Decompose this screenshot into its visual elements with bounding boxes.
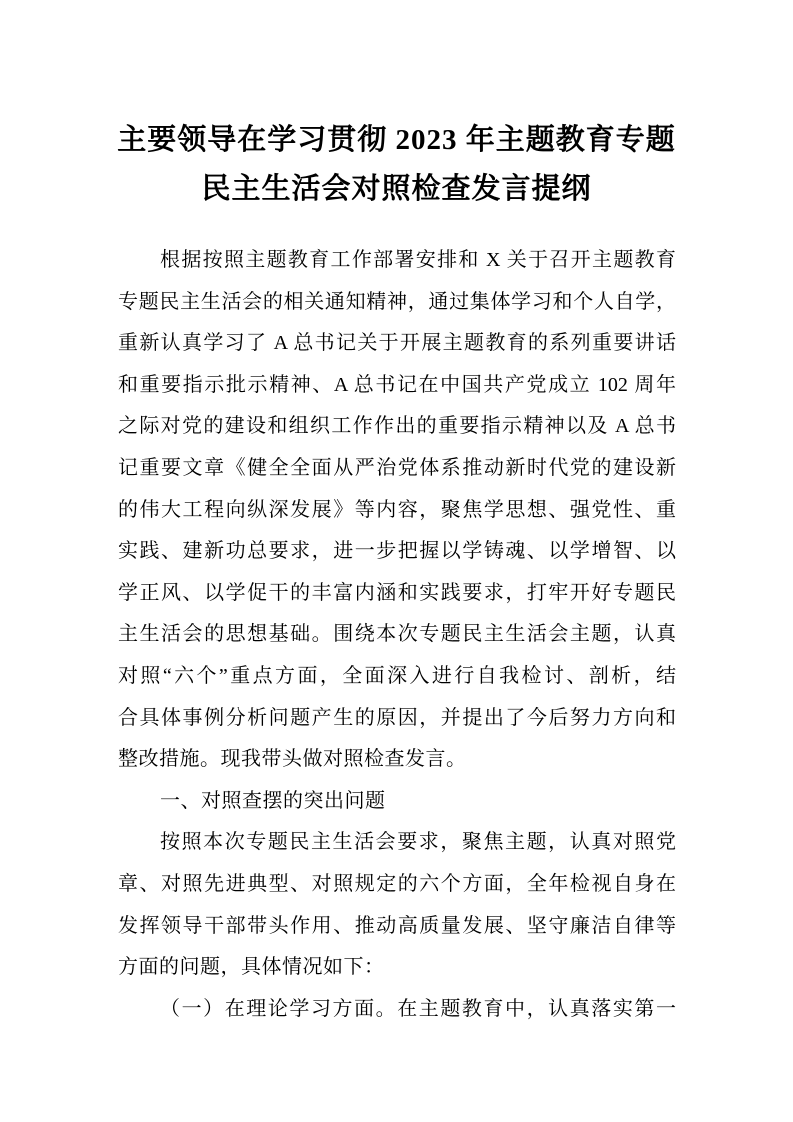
- body-line: 合具体事例分析问题产生的原因，并提出了今后努力方向和: [118, 706, 676, 729]
- body-line: 记重要文章《健全全面从严治党体系推动新时代党的建设新: [118, 456, 676, 479]
- body-line: 实践、建新功总要求，进一步把握以学铸魂、以学增智、以: [118, 540, 676, 563]
- document-body: [118, 240, 676, 1030]
- title-line-2: 民主生活会对照检查发言提纲: [201, 173, 592, 205]
- body-line: 和重要指示批示精神、A 总书记在中国共产党成立 102 周年: [118, 373, 676, 396]
- body-line: 按照本次专题民主生活会要求，聚焦主题，认真对照党: [160, 831, 676, 854]
- body-line: 之际对党的建设和组织工作作出的重要指示精神以及 A 总书: [118, 415, 676, 438]
- document-title: [60, 116, 733, 214]
- body-line: 章、对照先进典型、对照规定的六个方面，全年检视自身在: [118, 872, 676, 895]
- body-line: 根据按照主题教育工作部署安排和 X 关于召开主题教育: [160, 249, 676, 271]
- body-line: 整改措施。现我带头做对照检查发言。: [118, 748, 467, 771]
- section-heading: 一、对照查摆的突出问题: [160, 789, 386, 812]
- body-line: 方面的问题，具体情况如下：: [118, 956, 385, 979]
- title-line-1: 主要领导在学习贯彻 2023 年主题教育专题: [117, 124, 676, 156]
- body-line: 的伟大工程向纵深发展》等内容，聚焦学思想、强党性、重: [118, 498, 676, 521]
- body-line: 重新认真学习了 A 总书记关于开展主题教育的系列重要讲话: [118, 332, 676, 355]
- body-line: 发挥领导干部带头作用、推动高质量发展、坚守廉洁自律等: [118, 914, 676, 937]
- body-line: 主生活会的思想基础。围绕本次专题民主生活会主题，认真: [118, 623, 676, 646]
- body-line: 专题民主生活会的相关通知精神，通过集体学习和个人自学，: [118, 290, 676, 313]
- body-line: （一）在理论学习方面。在主题教育中，认真落实第一: [160, 997, 676, 1020]
- body-line: 学正风、以学促干的丰富内涵和实践要求，打牢开好专题民: [118, 581, 676, 604]
- body-line: 对照“六个”重点方面，全面深入进行自我检讨、剖析，结: [118, 664, 676, 687]
